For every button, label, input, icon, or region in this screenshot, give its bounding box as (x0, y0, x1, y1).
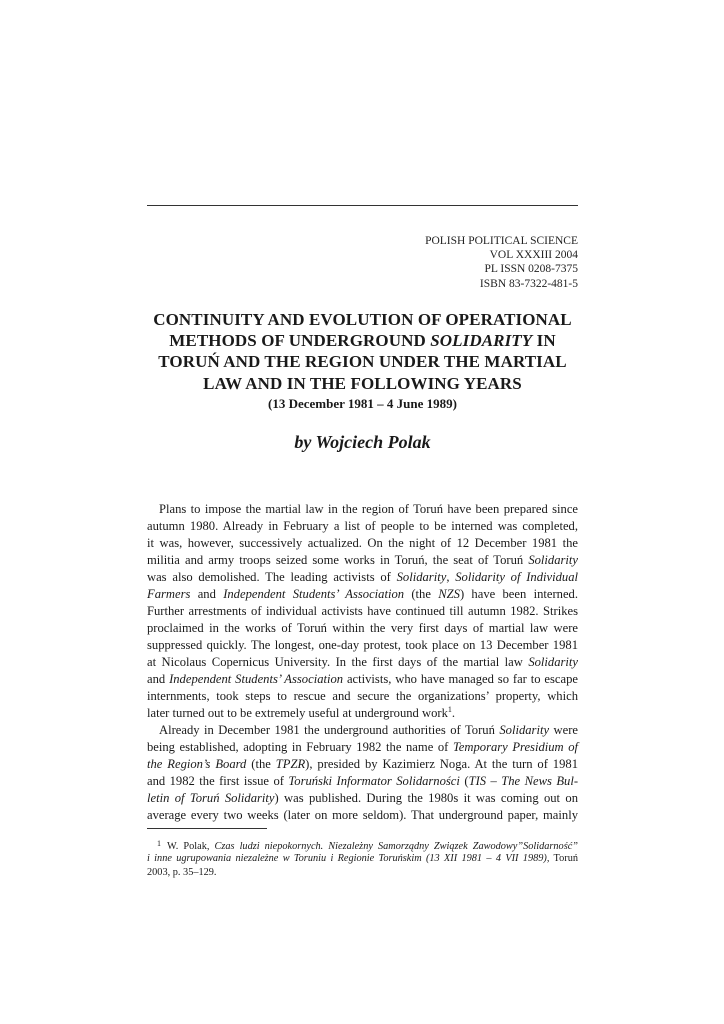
text: ) have been interned. (459, 587, 578, 601)
text: Toruń (549, 852, 579, 864)
body-line: internments, took steps to rescue and secure the organizations’ property, which (147, 689, 578, 703)
body-line (147, 569, 578, 586)
article-title (140, 309, 585, 394)
italic-text: Farmers (147, 587, 191, 601)
footnote-number: 1 (157, 839, 161, 848)
body-line (147, 586, 578, 603)
journal-info (425, 234, 578, 291)
italic-text: Solidarity (528, 655, 578, 669)
body-line: Further arrestments of individual activists have continued till autumn 1982. Strikes (147, 604, 578, 618)
text: was also demolished. The leading activists of (147, 570, 397, 584)
body-line (147, 654, 578, 671)
text: . (451, 706, 456, 720)
body-line (147, 756, 578, 773)
body-line (147, 552, 578, 569)
text: were (549, 723, 579, 737)
title-italic: SOLIDARITY (430, 331, 533, 351)
footnote-rule (147, 828, 267, 829)
body-line (147, 722, 578, 739)
article-dates: (13 December 1981 – 4 June 1989) (268, 396, 457, 411)
italic-text: Temporary Presidium of (452, 740, 579, 754)
italic-text: i inne ugrupowania niezależne w Toruniu i Regionie Toruńskim (13 XII 1981 – 4 VII 1989), (147, 852, 550, 864)
title-text: IN (532, 331, 556, 351)
text: militia and army troops seized some works in Toruń, the seat of Toruń (147, 553, 529, 567)
footnote-line (147, 837, 578, 852)
header-rule (147, 205, 578, 206)
footnote-ref[interactable]: 1 (447, 705, 452, 714)
title-line-3: TORUŃ AND THE REGION UNDER THE MARTIAL (158, 352, 567, 372)
text: ( (459, 774, 469, 788)
italic-text: Independent Students’ Association (169, 672, 344, 686)
body-line: it was, however, successively actualized. On the night of 12 December 1981 the (147, 536, 578, 550)
text: ) was published. During the 1980s it was coming out on (274, 791, 578, 805)
text: and (147, 672, 170, 686)
title-line-4: LAW AND IN THE FOLLOWING YEARS (203, 373, 522, 393)
text: Already in December 1981 the underground authorities of Toruń (159, 723, 500, 737)
body-line: suppressed quickly. The longest, one-day protest, took place on 13 December 1981 (147, 638, 578, 652)
journal-isbn: ISBN 83-7322-481-5 (479, 277, 578, 290)
italic-text: Solidarity (396, 570, 447, 584)
footnote-line (147, 852, 578, 867)
text: (the (404, 587, 439, 601)
italic-text: Solidarity (499, 723, 550, 737)
title-line-2 (140, 330, 585, 351)
footnote-line: 2003, p. 35–129. (147, 867, 217, 878)
body-line: proclaimed in the works of Toruń within the very first days of martial law were (147, 621, 578, 635)
article-body (147, 501, 578, 824)
text: and (190, 587, 224, 601)
text: ), presided by Kazimierz Noga. At the turn of 1981 (305, 757, 578, 771)
text: , (446, 570, 456, 584)
body-line (147, 739, 578, 756)
italic-text: Solidarity of Individual (455, 570, 578, 584)
text: W. Polak, (167, 841, 215, 852)
text: later turned out to be extremely useful at underground work (147, 706, 448, 720)
body-line: average every two weeks (later on more seldom). That underground paper, mainly (147, 808, 578, 822)
text: (the (246, 757, 276, 771)
body-line (147, 705, 578, 722)
italic-text: Independent Students’ Association (223, 587, 405, 601)
body-line: autumn 1980. Already in February a list of people to be interned was completed, (147, 519, 578, 533)
italic-text: letin of Toruń Solidarity (147, 791, 275, 805)
footnote (147, 837, 578, 881)
italic-text: the Region’s Board (147, 757, 247, 771)
journal-name: POLISH POLITICAL SCIENCE (425, 235, 578, 247)
text: and 1982 the first issue of (147, 774, 289, 788)
italic-text: Czas ludzi niepokornych. Niezależny Samorządny Związek Zawodowy”Solidarność” (214, 841, 578, 852)
title-line-1: CONTINUITY AND EVOLUTION OF OPERATIONAL (153, 310, 572, 329)
text: activists, who have managed so far to escape (343, 672, 578, 686)
body-line (147, 671, 578, 688)
italic-text: Solidarity (528, 553, 578, 567)
italic-text: TIS – The News Bul- (468, 774, 579, 788)
body-line (147, 773, 578, 790)
italic-text: NZS (438, 587, 460, 601)
title-text: METHODS OF UNDERGROUND (169, 331, 431, 351)
journal-issn: PL ISSN 0208-7375 (484, 263, 578, 276)
text: being established, adopting in February 1982 the name of (147, 740, 453, 754)
text: at Nicolaus Copernicus University. In the first days of the martial law (147, 655, 529, 669)
body-line (147, 790, 578, 807)
italic-text: TPZR (275, 757, 306, 771)
body-line: Plans to impose the martial law in the region of Toruń have been prepared since (159, 502, 578, 516)
journal-volume: VOL XXXIII 2004 (489, 249, 578, 262)
italic-text: Toruński Informator Solidarności (288, 774, 460, 788)
author: by Wojciech Polak (294, 432, 431, 452)
